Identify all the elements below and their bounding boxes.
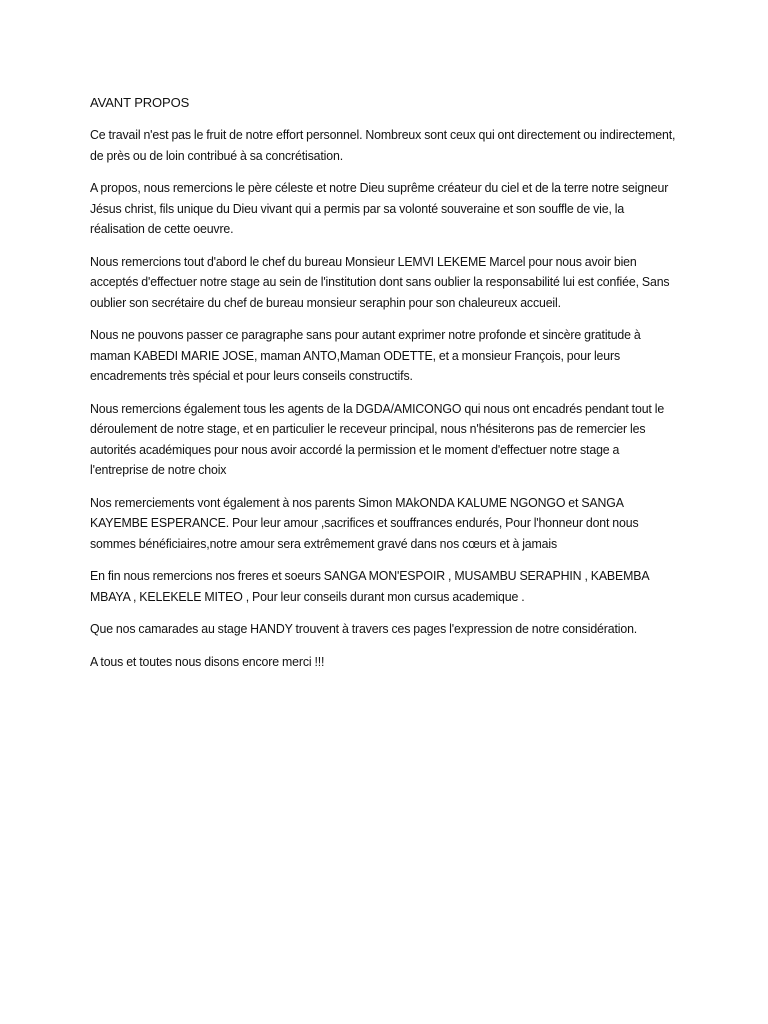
paragraph-8: Que nos camarades au stage HANDY trouvent à travers ces pages l'expression de notre considération. <box>90 621 638 636</box>
paragraph-3: Nous remercions tout d'abord le chef du bureau Monsieur LEMVI LEKEME Marcel pour nous avoir bien acceptés d'effectuer notre stage au sein de l'institution dont sans oublier la responsabilité lui est confiée, Sans oublier son secrétaire du chef de bureau monsieur seraphin pour son chaleureux accueil. <box>90 253 670 310</box>
document-page <box>90 93 680 684</box>
paragraph-7: En fin nous remercions nos freres et soeurs SANGA MON'ESPOIR , MUSAMBU SERAPHIN , KABEMBA MBAYA , KELEKELE MITEO , Pour leur conseils durant mon cursus academique . <box>90 568 649 604</box>
paragraph-1: Ce travail n'est pas le fruit de notre effort personnel. Nombreux sont ceux qui ont directement ou indirectement, de près ou de loin contribué à sa concrétisation. <box>90 127 676 163</box>
paragraph-5: Nous remercions également tous les agents de la DGDA/AMICONGO qui nous ont encadrés pendant tout le déroulement de notre stage, et en particulier le receveur principal, nous n'hésiterons pas de remercier les autorités académiques pour nous avoir accordé la permission et le moment d'effectuer notre stage a l'entreprise de notre choix <box>90 400 665 477</box>
paragraph-9: A tous et toutes nous disons encore merci !!! <box>90 653 325 669</box>
paragraph-4: Nous ne pouvons passer ce paragraphe sans pour autant exprimer notre profonde et sincère gratitude à maman KABEDI MARIE JOSE, maman ANTO,Maman ODETTE, et a monsieur François, pour leurs encadrements très spécial et pour leurs conseils constructifs. <box>90 327 641 383</box>
document-title: AVANT PROPOS <box>90 95 190 110</box>
paragraph-6: Nos remerciements vont également à nos parents Simon MAkONDA KALUME NGONGO et SANGA KAYEMBE ESPERANCE. Pour leur amour ,sacrifices et souffrances endurés, Pour l'honneur dont nous sommes bénéficiaires,notre amour sera extrêmement gravé dans nos cœurs et à jamais <box>90 494 639 551</box>
paragraph-2: A propos, nous remercions le père céleste et notre Dieu suprême créateur du ciel et de la terre notre seigneur Jésus christ, fils unique du Dieu vivant qui a permis par sa volonté souveraine et son souffle de vie, la réalisation de cette oeuvre. <box>90 180 669 236</box>
